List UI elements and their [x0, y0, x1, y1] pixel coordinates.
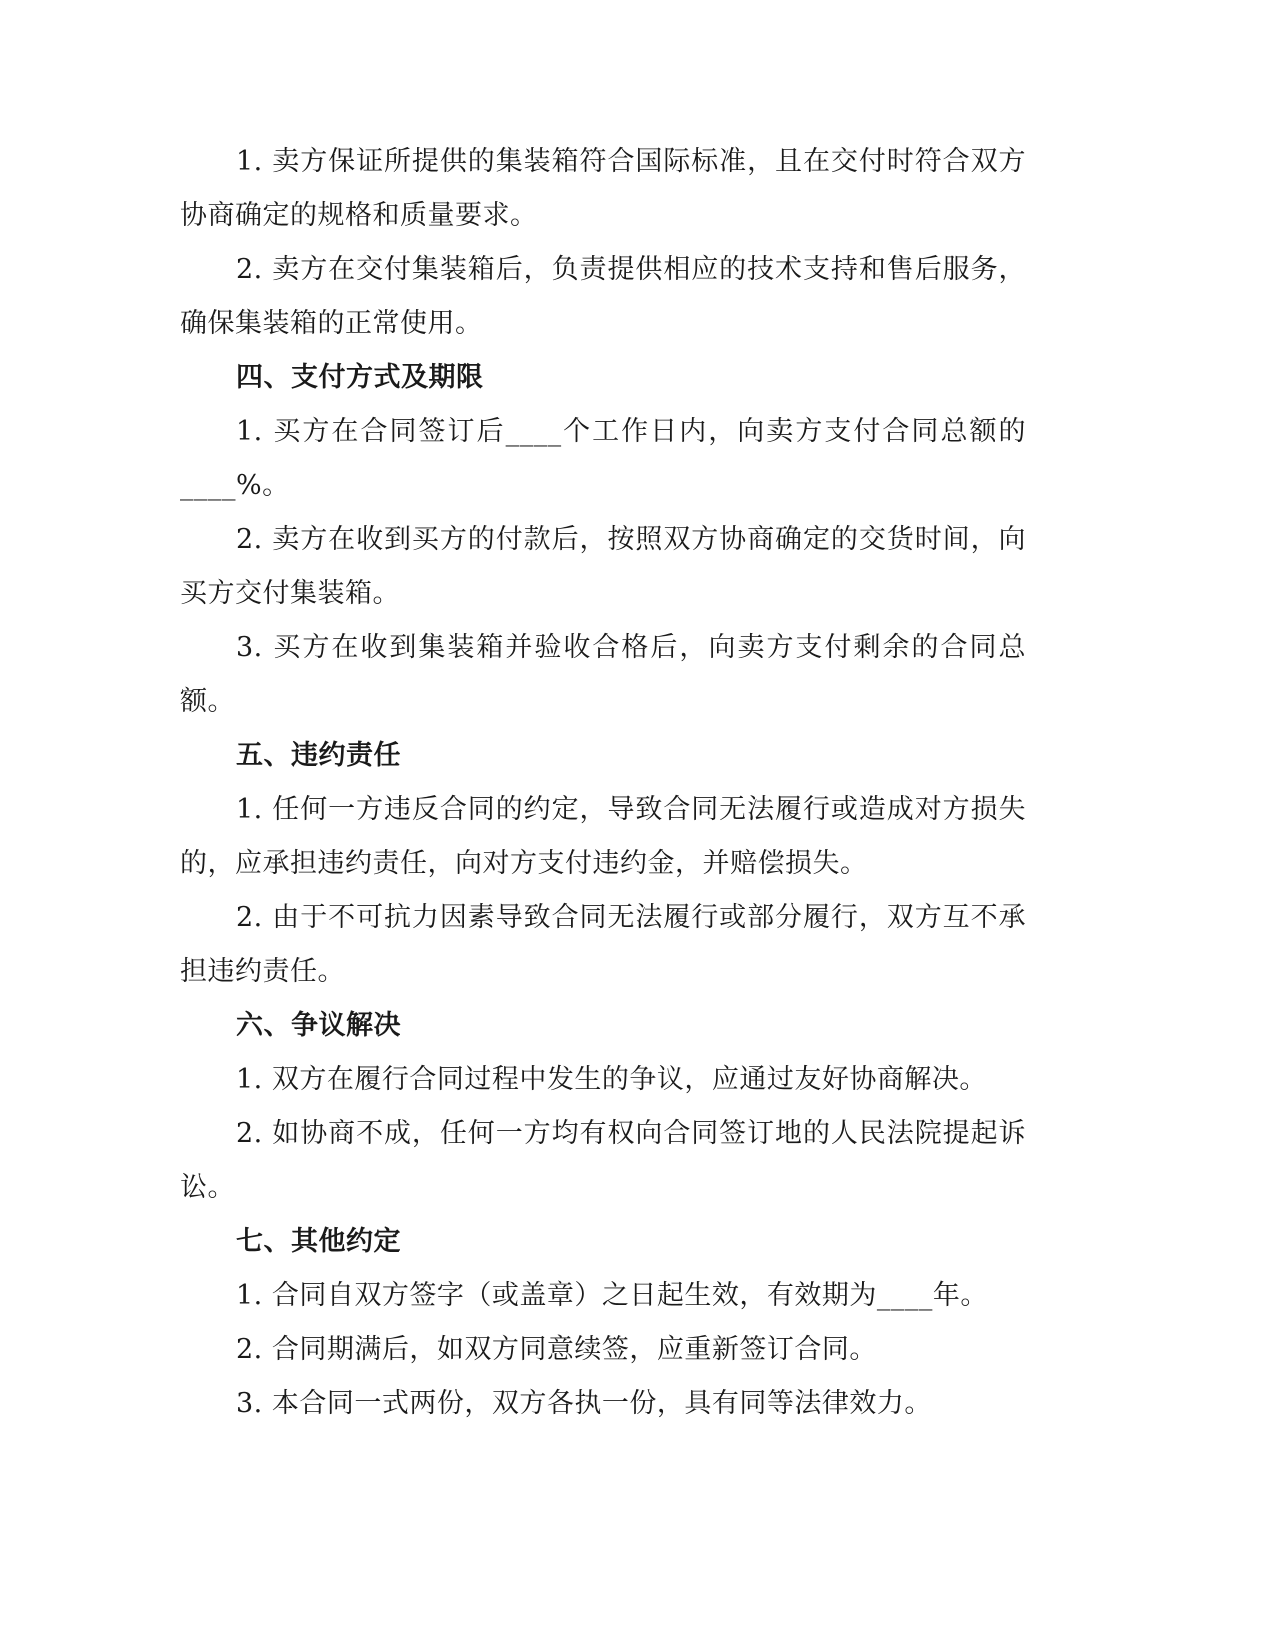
clause-paragraph: 1. 合同自双方签字（或盖章）之日起生效，有效期为____年。 — [236, 1280, 988, 1311]
section-heading: 四、支付方式及期限 — [236, 362, 484, 393]
clause-paragraph: 1. 买方在合同签订后____个工作日内，向卖方支付合同总额的____%。 — [180, 416, 1026, 501]
section-heading: 七、其他约定 — [236, 1226, 401, 1257]
clause-paragraph: 3. 本合同一式两份，双方各执一份，具有同等法律效力。 — [236, 1388, 932, 1419]
document-page — [180, 135, 1026, 1431]
clause-paragraph: 2. 卖方在交付集装箱后，负责提供相应的技术支持和售后服务，确保集装箱的正常使用。 — [180, 254, 1026, 339]
clause-paragraph: 2. 合同期满后，如双方同意续签，应重新签订合同。 — [236, 1334, 877, 1365]
clause-paragraph: 1. 卖方保证所提供的集装箱符合国际标准，且在交付时符合双方协商确定的规格和质量要求。 — [180, 146, 1026, 231]
clause-paragraph: 1. 双方在履行合同过程中发生的争议，应通过友好协商解决。 — [236, 1064, 987, 1095]
section-heading: 六、争议解决 — [236, 1010, 401, 1041]
section-heading: 五、违约责任 — [236, 740, 401, 771]
clause-paragraph: 2. 卖方在收到买方的付款后，按照双方协商确定的交货时间，向买方交付集装箱。 — [180, 524, 1026, 609]
clause-paragraph: 3. 买方在收到集装箱并验收合格后，向卖方支付剩余的合同总额。 — [180, 632, 1026, 717]
clause-paragraph: 2. 如协商不成，任何一方均有权向合同签订地的人民法院提起诉讼。 — [180, 1118, 1026, 1203]
clause-paragraph: 2. 由于不可抗力因素导致合同无法履行或部分履行，双方互不承担违约责任。 — [180, 902, 1026, 987]
clause-paragraph: 1. 任何一方违反合同的约定，导致合同无法履行或造成对方损失的，应承担违约责任，向对方支付违约金，并赔偿损失。 — [180, 794, 1026, 879]
